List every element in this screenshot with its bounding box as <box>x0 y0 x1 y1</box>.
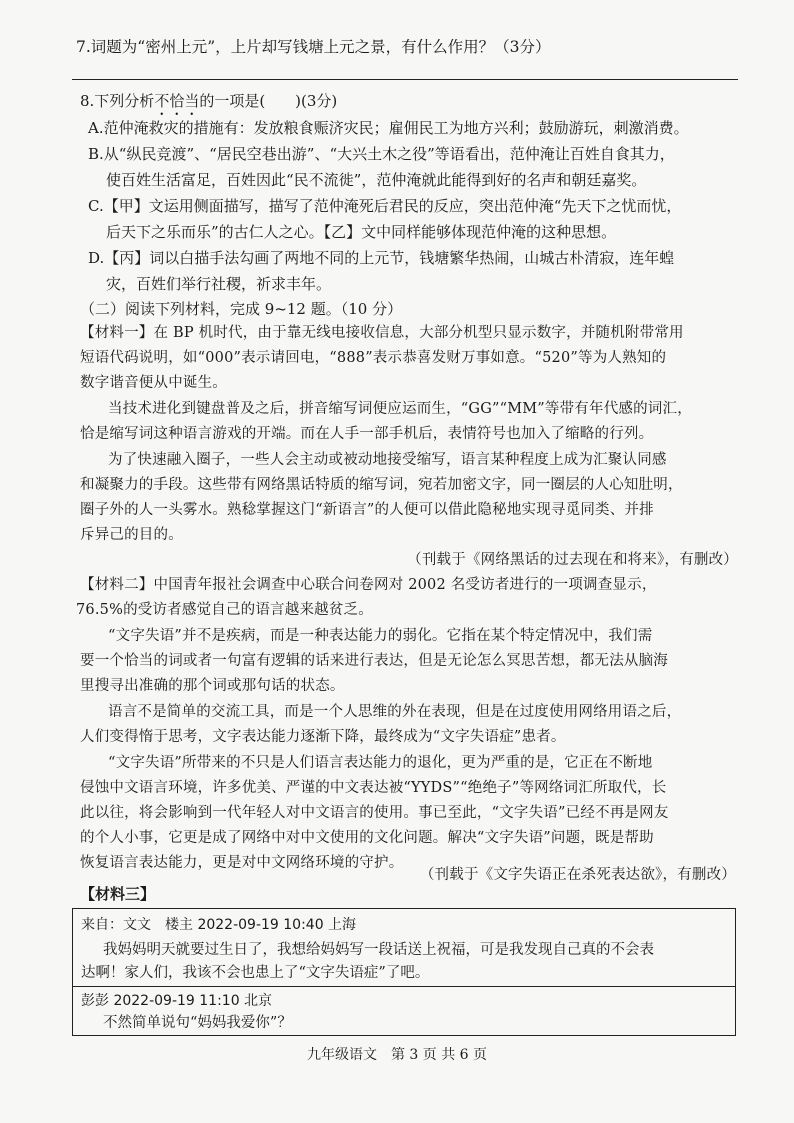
post-1-line-1: 我妈妈明天就要过生日了，我想给妈妈写一段话送上祝福，可是我发现自己真的不会表 <box>103 942 654 958</box>
material-1-p3-line-2: 和凝聚力的手段。这些带有网络黑话特质的缩写词，宛若加密文字，同一圈层的人心知肚明， <box>80 477 683 493</box>
material-1-p3-line-1: 为了快速融入圈子，一些人会主动或被动地接受缩写，语言某种程度上成为汇聚认同感 <box>108 452 667 468</box>
material-2-line-2: 76.5%的受访者感觉自己的语言越来越贫乏。 <box>76 602 373 618</box>
post-1-header: 来自：文文 楼主 2022-09-19 10:40 上海 <box>81 917 357 933</box>
question-8-emphasis: 不恰当 <box>154 92 200 110</box>
material-2-p3-line-2: 人们变得惰于思考，文字表达能力逐渐下降，最终成为“文字失语症”患者。 <box>80 729 566 745</box>
question-8-prefix: 8.下列分析 <box>80 92 155 110</box>
forum-thread-box <box>72 908 736 1036</box>
material-2-p3-line-1: 语言不是简单的交流工具，而是一个人思维的外在表现，但是在过度使用网络用语之后， <box>108 704 682 720</box>
option-d-line-1: D.【丙】词以白描手法勾画了两地不同的上元节，钱塘繁华热闹，山城古朴清寂，连年蝗 <box>88 249 675 267</box>
option-c-line-2: 后天下之乐而乐”的古仁人之心。【乙】文中同样能够体现范仲淹的这种思想。 <box>106 223 617 241</box>
material-1-p2-line-2: 恰是缩写词这种语言游戏的开端。而在人手一部手机后，表情符号也加入了缩略的行列。 <box>80 426 654 442</box>
post-2-header: 彭彭 2022-09-19 11:10 北京 <box>81 993 273 1009</box>
option-c-line-1: C.【甲】文运用侧面描写，描写了范仲淹死后君民的反应，突出范仲淹“先天下之忧而忧， <box>88 197 682 215</box>
section-2-heading: （二）阅读下列材料，完成 9~12 题。（10 分） <box>80 300 403 318</box>
divider-line <box>72 79 738 80</box>
material-1-p2-line-1: 当技术进化到键盘普及之后，拼音缩写词便应运而生，“GG”“MM”等带有年代感的词汇， <box>108 401 692 417</box>
material-1-p3-line-4: 斥异己的目的。 <box>80 527 183 543</box>
question-8 <box>80 91 337 119</box>
material-1-source: （刊载于《网络黑话的过去现在和将来》，有删改） <box>407 552 738 568</box>
material-3-label: 【材料三】 <box>80 885 156 903</box>
material-2-p2-line-2: 要一个恰当的词或者一句富有逻辑的话来进行表达，但是无论怎么冥思苦想，都无法从脑海 <box>80 653 668 669</box>
material-2-p2-line-3: 里搜寻出准确的那个词或那句话的状态。 <box>80 678 345 694</box>
post-1-line-2: 达啊！家人们，我该不会也患上了“文字失语症”了吧。 <box>81 965 430 981</box>
option-b-line-1: B.从“纵民竞渡”、“居民空巷出游”、“大兴土木之役”等语看出，范仲淹让百姓自食其力， <box>88 145 675 163</box>
material-2-line-1: 【材料二】中国青年报社会调查中心联合问卷网对 2002 名受访者进行的一项调查显示， <box>80 577 657 593</box>
page-footer: 九年级语文 第 3 页 共 6 页 <box>306 1047 488 1063</box>
material-2-p4-line-2: 侵蚀中文语言环境，许多优美、严谨的中文表达被“YYDS”“绝绝子”等网络词汇所取代，长 <box>80 780 667 796</box>
material-1-line-2: 短语代码说明，如“000”表示请回电，“888”表示恭喜发财万事如意。“520”等为人熟知的 <box>80 350 667 366</box>
material-1-p3-line-3: 圈子外的人一头雾水。熟稔掌握这门“新语言”的人便可以借此隐秘地实现寻觅同类、并排 <box>80 502 654 518</box>
question-7: 7.词题为“密州上元”，上片却写钱塘上元之景，有什么作用？（3分） <box>76 38 551 56</box>
material-2-p2-line-1: “文字失语”并不是疾病，而是一种表达能力的弱化。它指在某个特定情况中，我们需 <box>108 628 653 644</box>
material-2-p4-line-1: “文字失语”所带来的不只是人们语言表达能力的退化，更为严重的是，它正在不断地 <box>108 755 653 771</box>
post-separator <box>73 986 735 987</box>
option-a: A.范仲淹救灾的措施有：发放粮食赈济灾民；雇佣民工为地方兴利；鼓励游玩，刺激消费。 <box>88 119 689 137</box>
material-2-p4-line-3: 此以往，将会影响到一代年轻人对中文语言的使用。事已至此，“文字失语”已经不再是网友 <box>80 805 669 821</box>
material-2-p4-line-4: 的个人小事，它更是成了网络中对中文使用的文化问题。解决“文字失语”问题，既是帮助 <box>80 830 654 846</box>
material-1-line-3: 数字谐音便从中诞生。 <box>80 375 227 391</box>
material-1-line-1: 【材料一】在 BP 机时代，由于靠无线电接收信息，大部分机型只显示数字，并随机附带常用 <box>80 325 684 341</box>
question-8-suffix: 的一项是( )(3分) <box>199 92 338 110</box>
option-d-line-2: 灾，百姓们举行社稷，祈求丰年。 <box>106 275 332 293</box>
material-2-source: （刊载于《文字失语正在杀死表达欲》，有删改） <box>419 867 736 883</box>
option-b-line-2: 使百姓生活富足，百姓因此“民不流徙”，范仲淹就此能得到好的名声和朝廷嘉奖。 <box>106 171 647 189</box>
material-2-p4-line-5: 恢复语言表达能力，更是对中文网络环境的守护。 <box>80 855 404 871</box>
post-2-line-1: 不然简单说句“妈妈我爱你”？ <box>103 1015 292 1031</box>
